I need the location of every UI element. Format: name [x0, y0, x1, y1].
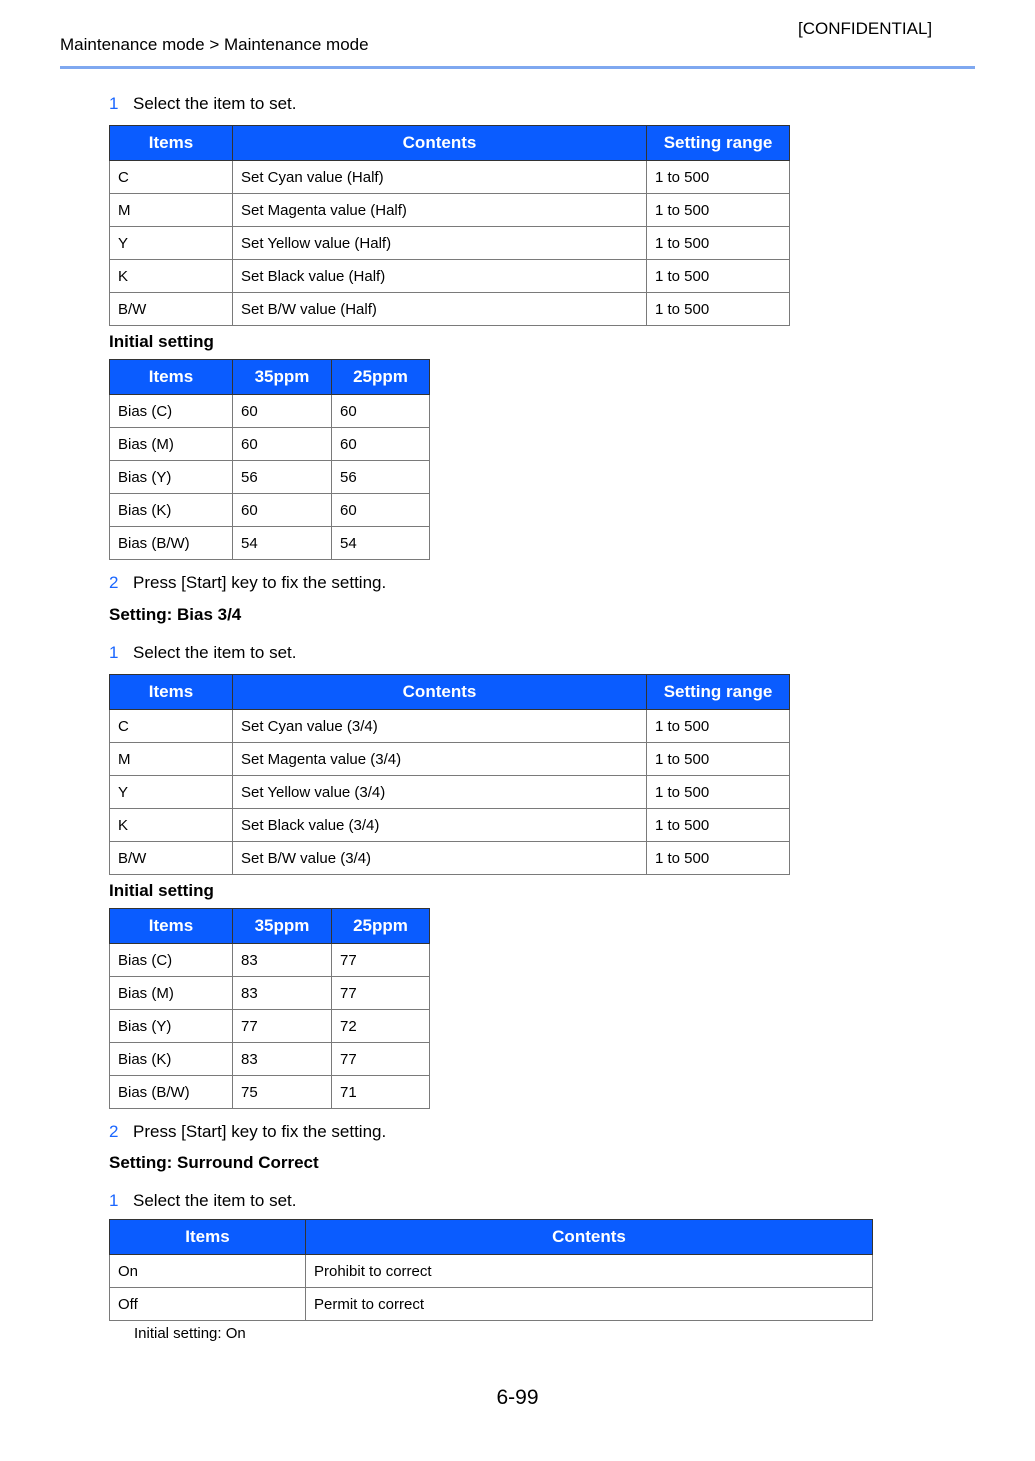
table-cell: 60	[233, 494, 332, 527]
table-cell: B/W	[110, 293, 233, 326]
table-cell: Set Black value (Half)	[233, 260, 647, 293]
step-text: Select the item to set.	[133, 94, 297, 113]
table-cell: Set Black value (3/4)	[233, 809, 647, 842]
table-cell: Off	[110, 1288, 306, 1321]
step-number: 1	[109, 1191, 119, 1210]
table-cell: Permit to correct	[306, 1288, 873, 1321]
table-cell: K	[110, 260, 233, 293]
table-cell: 54	[332, 527, 430, 560]
table-cell: 71	[332, 1076, 430, 1109]
table-cell: Bias (Y)	[110, 461, 233, 494]
column-header: Items	[110, 126, 233, 161]
table-cell: Set Yellow value (Half)	[233, 227, 647, 260]
table-cell: Prohibit to correct	[306, 1255, 873, 1288]
table-row	[110, 395, 430, 428]
step-text: Select the item to set.	[133, 643, 297, 662]
step-2-press-start	[109, 1122, 386, 1142]
table-cell: 60	[233, 395, 332, 428]
table-header-row	[110, 360, 430, 395]
table-cell: 60	[332, 428, 430, 461]
table-row	[110, 428, 430, 461]
table-row	[110, 842, 790, 875]
table-cell: 83	[233, 1043, 332, 1076]
step-number: 1	[109, 643, 119, 662]
column-header: 35ppm	[233, 360, 332, 395]
items-table-half	[109, 125, 790, 326]
table-cell: 56	[233, 461, 332, 494]
column-header: Contents	[233, 675, 647, 710]
breadcrumb: Maintenance mode > Maintenance mode	[60, 35, 369, 54]
step-text: Select the item to set.	[133, 1191, 297, 1210]
column-header: Items	[110, 360, 233, 395]
table-row	[110, 1043, 430, 1076]
step-text: Press [Start] key to fix the setting.	[133, 573, 387, 592]
confidential-label: [CONFIDENTIAL]	[798, 19, 933, 38]
table-cell: 72	[332, 1010, 430, 1043]
table-cell: 1 to 500	[647, 743, 790, 776]
column-header: Setting range	[647, 126, 790, 161]
initial-setting-table-half	[109, 359, 430, 560]
table-row	[110, 1288, 873, 1321]
table-header-row	[110, 1220, 873, 1255]
table-row	[110, 194, 790, 227]
table-cell: 77	[332, 1043, 430, 1076]
table-cell: 56	[332, 461, 430, 494]
initial-setting-heading: Initial setting	[109, 881, 214, 900]
table-cell: 1 to 500	[647, 260, 790, 293]
table-cell: Set Yellow value (3/4)	[233, 776, 647, 809]
column-header: Items	[110, 1220, 306, 1255]
items-table-3-4	[109, 674, 790, 875]
step-1-select-item	[109, 643, 296, 663]
table-cell: 77	[332, 977, 430, 1010]
table-cell: C	[110, 161, 233, 194]
column-header: Contents	[233, 126, 647, 161]
table-cell: On	[110, 1255, 306, 1288]
step-number: 1	[109, 94, 119, 113]
table-cell: Bias (Y)	[110, 1010, 233, 1043]
table-cell: B/W	[110, 842, 233, 875]
table-cell: 60	[332, 395, 430, 428]
column-header: Items	[110, 909, 233, 944]
table-row	[110, 461, 430, 494]
initial-setting-table-3-4	[109, 908, 430, 1109]
table-cell: 1 to 500	[647, 809, 790, 842]
table-row	[110, 227, 790, 260]
table-cell: 77	[332, 944, 430, 977]
section-heading-surround-correct: Setting: Surround Correct	[109, 1153, 319, 1172]
table-cell: 1 to 500	[647, 293, 790, 326]
table-cell: Y	[110, 776, 233, 809]
column-header: Contents	[306, 1220, 873, 1255]
step-1-select-item	[109, 1191, 296, 1211]
section-heading-bias-3-4: Setting: Bias 3/4	[109, 605, 242, 624]
step-1-select-item	[109, 94, 296, 114]
table-cell: Set Magenta value (3/4)	[233, 743, 647, 776]
table-cell: Bias (K)	[110, 1043, 233, 1076]
step-2-press-start	[109, 573, 386, 593]
table-row	[110, 1010, 430, 1043]
table-cell: 1 to 500	[647, 776, 790, 809]
table-cell: 83	[233, 977, 332, 1010]
surround-correct-table	[109, 1219, 873, 1321]
step-number: 2	[109, 573, 119, 592]
table-cell: Bias (M)	[110, 977, 233, 1010]
table-cell: 1 to 500	[647, 842, 790, 875]
table-cell: Bias (K)	[110, 494, 233, 527]
table-cell: Set B/W value (Half)	[233, 293, 647, 326]
table-cell: 60	[332, 494, 430, 527]
table-cell: 1 to 500	[647, 710, 790, 743]
table-cell: Y	[110, 227, 233, 260]
column-header: 25ppm	[332, 909, 430, 944]
table-cell: 83	[233, 944, 332, 977]
table-row	[110, 293, 790, 326]
page-number: 6-99	[496, 1386, 539, 1409]
table-cell: Bias (M)	[110, 428, 233, 461]
table-cell: 75	[233, 1076, 332, 1109]
table-cell: M	[110, 743, 233, 776]
initial-setting-note: Initial setting: On	[134, 1325, 246, 1342]
header-divider	[60, 66, 975, 69]
table-header-row	[110, 909, 430, 944]
table-row	[110, 944, 430, 977]
table-row	[110, 494, 430, 527]
table-cell: 1 to 500	[647, 161, 790, 194]
table-cell: K	[110, 809, 233, 842]
table-cell: 1 to 500	[647, 227, 790, 260]
step-number: 2	[109, 1122, 119, 1141]
table-row	[110, 710, 790, 743]
table-cell: Bias (B/W)	[110, 1076, 233, 1109]
table-header-row	[110, 126, 790, 161]
table-row	[110, 809, 790, 842]
column-header: 35ppm	[233, 909, 332, 944]
table-row	[110, 260, 790, 293]
table-row	[110, 776, 790, 809]
table-cell: Set Magenta value (Half)	[233, 194, 647, 227]
table-row	[110, 161, 790, 194]
table-row	[110, 977, 430, 1010]
table-cell: Set Cyan value (3/4)	[233, 710, 647, 743]
table-row	[110, 743, 790, 776]
table-cell: C	[110, 710, 233, 743]
table-cell: 54	[233, 527, 332, 560]
table-row	[110, 527, 430, 560]
table-cell: Bias (B/W)	[110, 527, 233, 560]
table-cell: Set Cyan value (Half)	[233, 161, 647, 194]
column-header: Items	[110, 675, 233, 710]
table-cell: Bias (C)	[110, 944, 233, 977]
table-header-row	[110, 675, 790, 710]
table-row	[110, 1076, 430, 1109]
table-cell: 1 to 500	[647, 194, 790, 227]
column-header: 25ppm	[332, 360, 430, 395]
column-header: Setting range	[647, 675, 790, 710]
table-cell: Bias (C)	[110, 395, 233, 428]
step-text: Press [Start] key to fix the setting.	[133, 1122, 387, 1141]
initial-setting-heading: Initial setting	[109, 332, 214, 351]
table-row	[110, 1255, 873, 1288]
table-cell: Set B/W value (3/4)	[233, 842, 647, 875]
table-cell: M	[110, 194, 233, 227]
table-cell: 60	[233, 428, 332, 461]
table-cell: 77	[233, 1010, 332, 1043]
